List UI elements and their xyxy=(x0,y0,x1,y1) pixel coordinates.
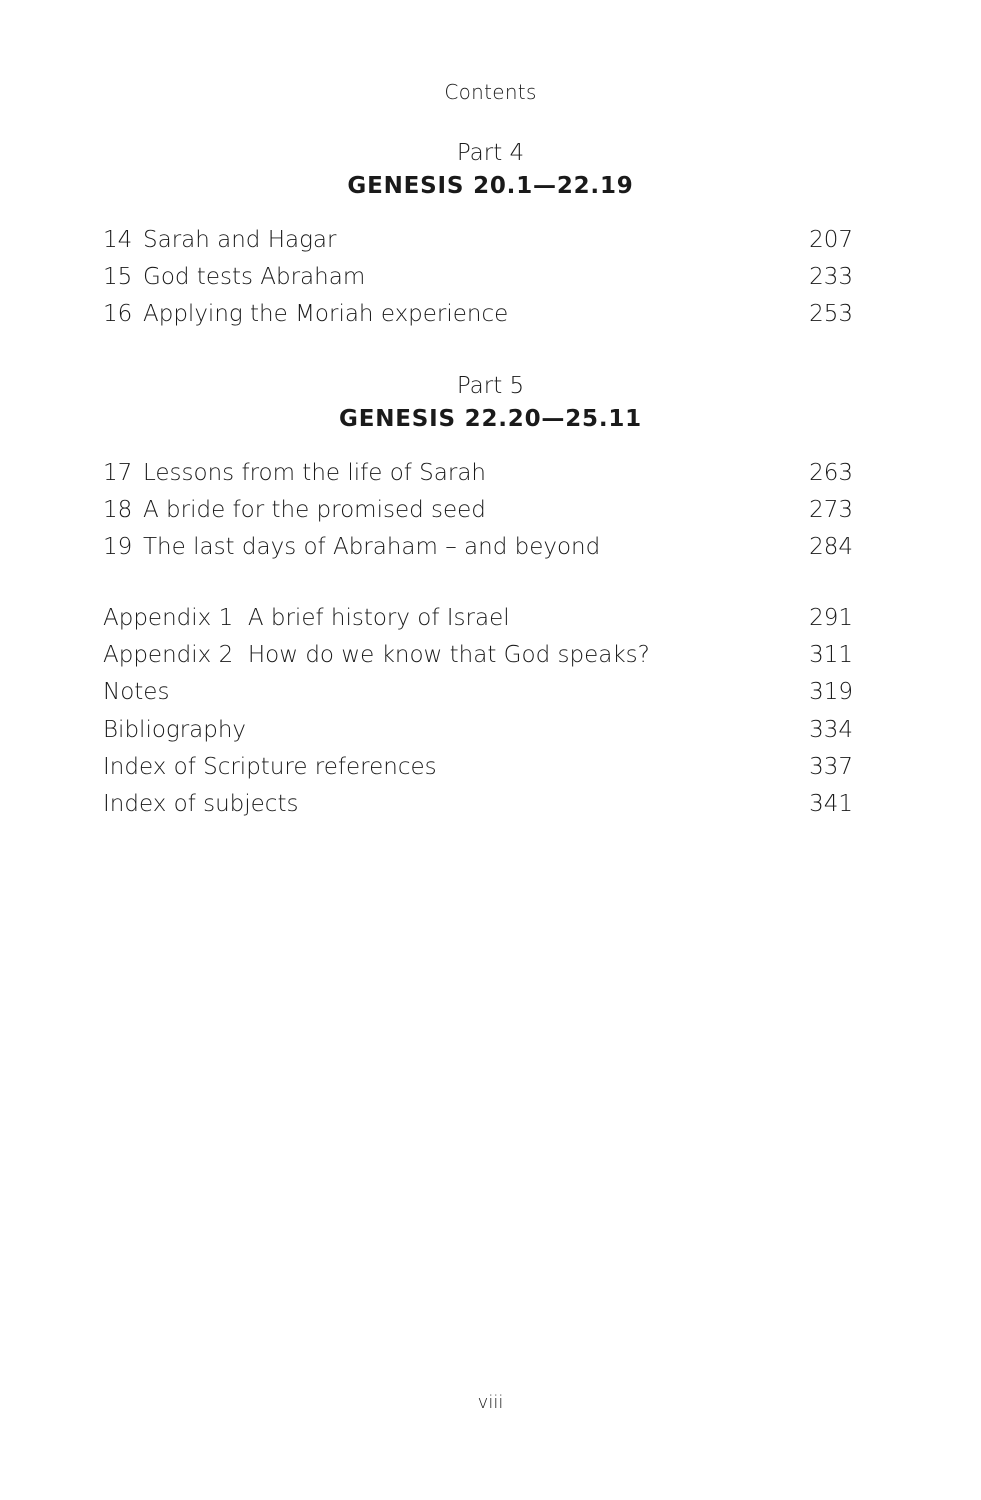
back-matter-list xyxy=(103,600,853,823)
part-5-heading xyxy=(0,371,981,437)
page-number: 233 xyxy=(809,264,853,291)
chapter-number: 16 xyxy=(103,301,133,328)
entry-title: Appendix 1 A brief history of Israel xyxy=(103,605,510,631)
entry-title: Bibliography xyxy=(103,716,247,743)
toc-entry[interactable] xyxy=(103,712,853,749)
toc-entry[interactable] xyxy=(103,455,853,492)
chapter-number: 18 xyxy=(103,497,133,524)
chapter-title: God tests Abraham xyxy=(143,264,366,291)
toc-entry[interactable] xyxy=(103,222,853,259)
toc-entry[interactable] xyxy=(103,529,853,566)
running-head: Contents xyxy=(444,80,537,104)
part-5-chapter-list xyxy=(103,455,853,567)
part-4-chapter-list xyxy=(103,222,853,334)
page-number: 341 xyxy=(809,790,853,817)
entry-title: Appendix 2 How do we know that God speaks? xyxy=(103,642,650,669)
chapter-title: The last days of Abraham – and beyond xyxy=(143,534,601,561)
page-number: 273 xyxy=(809,497,853,524)
chapter-number: 15 xyxy=(103,264,133,291)
toc-entry[interactable] xyxy=(103,600,853,637)
page-number: 311 xyxy=(809,642,853,669)
page-number: 207 xyxy=(809,227,853,253)
toc-entry[interactable] xyxy=(103,674,853,711)
part-4-heading xyxy=(0,138,981,204)
entry-title: Notes xyxy=(103,679,170,706)
entry-title: Index of subjects xyxy=(103,790,299,817)
chapter-title: Applying the Moriah experience xyxy=(143,301,509,328)
chapter-title: Sarah and Hagar xyxy=(143,227,337,253)
page-number: 319 xyxy=(809,679,853,706)
page-number: 334 xyxy=(809,716,853,743)
page-number: 291 xyxy=(809,605,853,631)
toc-entry[interactable] xyxy=(103,637,853,674)
chapter-title: A bride for the promised seed xyxy=(143,497,486,524)
entry-title: Index of Scripture references xyxy=(103,753,437,780)
part-label: Part 5 xyxy=(456,373,525,399)
chapter-number: 19 xyxy=(103,534,133,561)
chapter-number: 14 xyxy=(103,227,133,253)
page-number: 337 xyxy=(809,753,853,780)
page-number: 253 xyxy=(809,301,853,328)
part-title: GENESIS 20.1—22.19 xyxy=(347,173,634,199)
page-number: 263 xyxy=(809,460,853,486)
chapter-number: 17 xyxy=(103,460,133,486)
page-number: 284 xyxy=(809,534,853,561)
chapter-title: Lessons from the life of Sarah xyxy=(143,460,487,486)
toc-entry[interactable] xyxy=(103,259,853,296)
toc-entry[interactable] xyxy=(103,296,853,333)
part-label: Part 4 xyxy=(456,140,525,166)
part-title: GENESIS 22.20—25.11 xyxy=(339,406,642,432)
toc-entry[interactable] xyxy=(103,749,853,786)
page-folio: viii xyxy=(477,1392,504,1413)
toc-entry[interactable] xyxy=(103,492,853,529)
toc-entry[interactable] xyxy=(103,786,853,823)
